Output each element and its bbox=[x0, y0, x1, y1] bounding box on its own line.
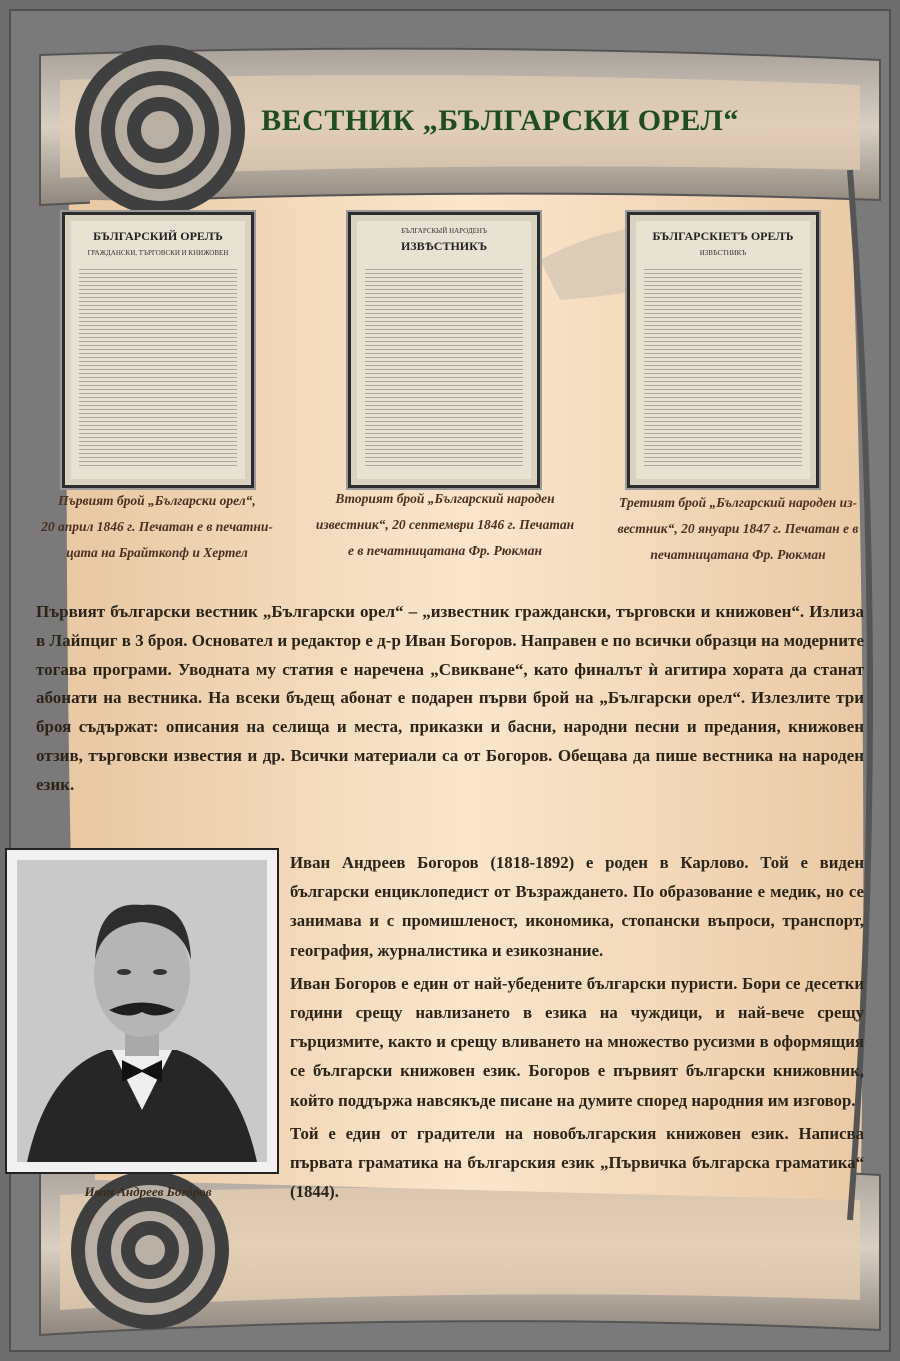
caption-line: Първият брой „Български орел“, bbox=[58, 493, 256, 508]
newspaper-text-lines bbox=[365, 269, 523, 469]
newspaper-text-lines bbox=[79, 269, 237, 469]
caption-line: 20 април 1846 г. Печатан е в печатни- bbox=[41, 519, 273, 534]
bio-paragraph: Иван Андреев Богоров (1818-1892) е роден в Карлово. Той е виден български енциклопедист от Възраждането. По образование е медик, но се занимава и с промишленост, икономика, стопански въпроси, транспорт, география, журналистика и езикознание. bbox=[290, 853, 864, 960]
newspaper-masthead: ИЗВѢСТНИКЪ bbox=[400, 239, 488, 253]
newspaper-image-2 bbox=[348, 212, 540, 488]
caption-line: вестник“, 20 януари 1847 г. Печатан е в bbox=[617, 521, 859, 536]
newspaper-subtitle: БЪЛГАРСКЫЙ НАРОДЕНЪ bbox=[401, 227, 487, 235]
portrait-frame bbox=[5, 848, 279, 1174]
newspaper-subtitle: ГРАЖДАНСКИ, ТЪРГОВСКИ И КНИЖОВЕН bbox=[87, 249, 229, 257]
bio-paragraph: Той е един от градители на новобългарския книжовен език. Написва първата граматика на българския език „Първичка българска граматика“ (1844). bbox=[290, 1123, 864, 1202]
page-title: ВЕСТНИК „БЪЛГАРСКИ ОРЕЛ“ bbox=[261, 104, 739, 137]
newspaper-masthead: БЪЛГАРСКІЕТЪ ОРЕЛЪ bbox=[652, 229, 794, 243]
newspaper-caption-3 bbox=[598, 490, 878, 568]
newspaper-masthead: БЪЛГАРСКИЙ ОРЕЛЪ bbox=[93, 229, 223, 243]
portrait-image bbox=[17, 860, 267, 1162]
newspaper-subtitle: ИЗВѢСТНИКЪ bbox=[699, 249, 747, 257]
biography-text bbox=[290, 848, 864, 1210]
caption-line: печатницатана Фр. Рюкман bbox=[650, 547, 826, 562]
caption-line: е в печатницатана Фр. Рюкман bbox=[348, 543, 542, 558]
newspaper-caption-2 bbox=[300, 486, 590, 564]
portrait-caption: Иван Андреев Богóров bbox=[84, 1184, 212, 1199]
newspaper-caption-1 bbox=[22, 488, 292, 566]
intro-paragraph: Първият български вестник „Български орел“ – „известник граждански, търговски и книжовен“. Излиза в Лайпциг в 3 броя. Основател и редактор е д-р Иван Богоров. Направен е по всички образци на модерните тогава програми. Уводната му статия е наречена „Свикване“, като финалът ѝ агитира хората да станат абонати на вестника. На всеки бъдещ абонат е подарен първи брой на „Български орел“. Излезлите три броя съдържат: описания на селища и места, приказки и басни, народни песни и предания, книжовен отзив, търговски известия и др. Всички материали са от Богоров. Обещава да пише вестника на народен език. bbox=[36, 602, 864, 794]
bio-paragraph: Иван Богоров е един от най-убедените български пуристи. Бори се десетки години срещу навлизането в езика на чуждици, и най-вече срещу гърцизмите, както и срещу вливането на множество русизми в оформящия се български книжовен език. Богоров е първият български книжовник, който поддържа навсякъде писане на думите според народния им изговор. bbox=[290, 973, 864, 1110]
newspaper-text-lines bbox=[644, 269, 802, 469]
newspaper-image-1 bbox=[62, 212, 254, 488]
newspaper-image-3 bbox=[627, 212, 819, 488]
caption-line: цата на Брайткопф и Хертел bbox=[66, 545, 248, 560]
caption-line: известник“, 20 септември 1846 г. Печатан bbox=[315, 517, 575, 532]
caption-line: Третият брой „Българский народен из- bbox=[619, 495, 857, 510]
caption-line: Вторият брой „Българский народен bbox=[335, 491, 555, 506]
